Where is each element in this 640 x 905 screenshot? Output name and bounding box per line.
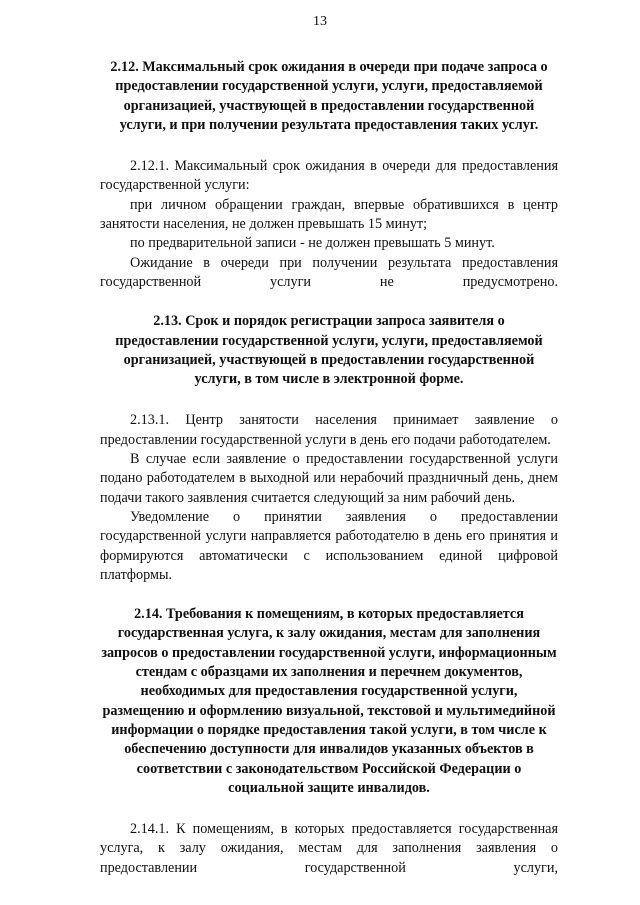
- section-2-14-heading: 2.14. Требования к помещениям, в которых предоставляется государственная услуга, к залу ожидания, местам для заполнения запросов о предоставлении государственной услуги, информационным стендам с образцами их заполнения и перечнем документов, необходимых для предоставления государственной услуги, размещению и оформлению визуальной, текстовой и мультимедийной информации о порядке предоставления такой услуги, в том числе к обеспечению доступности для инвалидов указанных объектов в соответствии с законодательством Российской Федерации о социальной защите инвалидов.: [101, 606, 557, 796]
- section-2-13-notification-paragraph: Уведомление о принятии заявления о предоставлении государственной услуги направляется работодателю в день его принятия и формируются автоматически с использованием единой цифровой платформы.: [100, 508, 558, 583]
- section-2-13-holiday-paragraph: В случае если заявление о предоставлении государственной услуги подано работодателем в выходной или нерабочий праздничный день, днем подачи такого заявления считается следующий за ним рабочий день.: [100, 451, 558, 506]
- section-2-12-in-person-paragraph: при личном обращении граждан, впервые обратившихся в центр занятости населения, не должен превышать 15 минут;: [100, 196, 558, 233]
- section-2-12-heading: 2.12. Максимальный срок ожидания в очереди при подаче запроса о предоставлении государственной услуги, услуги, предоставляемой организацией, участвующей в предоставлении государственной услуги, и при получении результата предоставления таких услуг.: [110, 59, 548, 133]
- page-number: 13: [313, 14, 327, 29]
- section-2-14-1-paragraph: 2.14.1. К помещениям, в которых предоставляется государственная услуга, к залу ожидания, местам для заполнения заявления о предоставлении государственной услуги,: [100, 821, 558, 876]
- section-2-12-result-paragraph: Ожидание в очереди при получении результата предоставления государственной услуги не предусмотрено.: [100, 254, 558, 290]
- section-2-13-heading: 2.13. Срок и порядок регистрации запроса заявителя о предоставлении государственной услуги, услуги, предоставляемой организацией, участвующей в предоставлении государственной услуги, в том числе в электронной форме.: [115, 313, 543, 388]
- section-2-12-1-paragraph: 2.12.1. Максимальный срок ожидания в очереди для предоставления государственной услуги:: [100, 158, 558, 194]
- document-body: [100, 40, 558, 878]
- section-2-12-appointment-paragraph: по предварительной записи - не должен превышать 5 минут.: [130, 235, 495, 252]
- section-2-13-1-paragraph: 2.13.1. Центр занятости населения принимает заявление о предоставлении государственной услуги в день его подачи работодателем.: [100, 412, 558, 448]
